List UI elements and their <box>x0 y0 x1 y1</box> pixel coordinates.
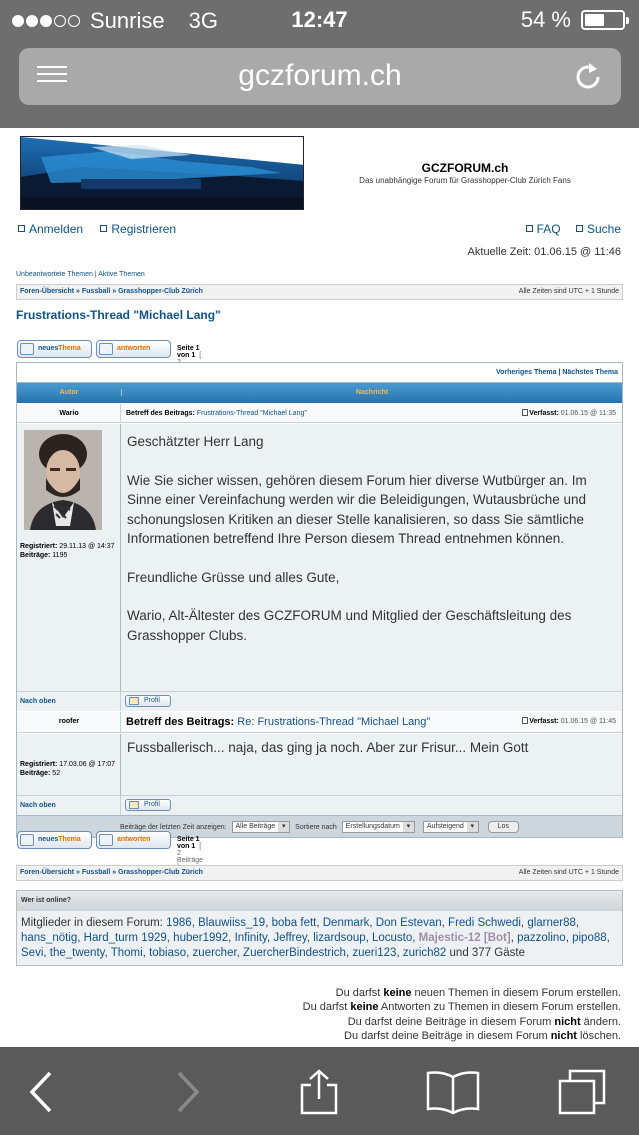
profile-button[interactable]: Profil <box>125 799 171 811</box>
new-topic-button[interactable]: neuesThema <box>17 831 92 849</box>
online-member[interactable]: Denmark <box>322 917 370 929</box>
permission-line: Du darfst deine Beiträge in diesem Forum nicht löschen. <box>344 1029 621 1042</box>
time-filter-select[interactable]: Alle Beiträge ▾ <box>232 821 291 833</box>
profile-icon <box>129 801 139 809</box>
breadcrumb-separator: » <box>112 869 117 876</box>
post-profile-column <box>17 734 121 795</box>
online-member[interactable]: boba fett <box>271 917 317 929</box>
site-description: Das unabhängige Forum für Grasshopper-Club Zürich Fans <box>359 176 571 185</box>
user-info: Registriert: 29.11.13 @ 14:37 Beiträge: 1195 <box>20 543 115 560</box>
back-icon[interactable] <box>20 1069 66 1115</box>
forum-permissions <box>303 986 621 1043</box>
reply-button[interactable]: antworten <box>96 831 171 849</box>
post-date: Verfasst: 01.06.15 @ 11:35 <box>522 409 616 417</box>
help-links <box>514 222 621 236</box>
post-paragraph: Wario, Alt-Ältester des GCZFORUM und Mitglied der Geschäftsleitung des Grasshopper Clubs. <box>127 608 572 643</box>
browser-top-chrome <box>0 0 639 128</box>
post-paragraph: Freundliche Grüsse und alles Gute, <box>127 569 340 585</box>
breadcrumb-separator: » <box>112 288 117 295</box>
message-column-header: Nachricht <box>121 389 622 396</box>
breadcrumb <box>20 869 203 876</box>
breadcrumb-forum-index[interactable]: Foren-Übersicht <box>20 288 75 295</box>
prev-next-topic-links[interactable]: Vorheriges Thema | Nächstes Thema <box>17 363 622 383</box>
online-member[interactable]: glarner88 <box>527 917 576 929</box>
network-type: 3G <box>188 8 218 33</box>
new-topic-button[interactable]: neuesThema <box>17 340 92 358</box>
breadcrumb-bar <box>16 865 623 881</box>
breadcrumb <box>20 288 203 295</box>
author-column-header: Autor <box>59 389 79 396</box>
tabs-icon[interactable] <box>557 1069 607 1115</box>
faq-link[interactable]: FAQ <box>526 222 561 236</box>
permission-line: Du darfst keine neuen Themen in diesem Forum erstellen. <box>335 987 621 999</box>
breadcrumb-bar <box>16 284 623 300</box>
post-author[interactable]: Wario <box>59 410 79 417</box>
post-content <box>121 424 622 646</box>
post-paragraph: Wie Sie sicher wissen, gehören diesem Forum hier diverse Wutbürger an. Im Sinne einer Vereinfachung werden wir die Beleidigungen, Wutausbrüche und schonungslosen Kritiken an dieser Stelle kanalisieren, so dass Sie sämtliche Informationen betreffend Ihre Person diesem Thread entnehmen können. <box>127 472 587 547</box>
online-member[interactable]: Fredi Schwedi <box>448 917 521 929</box>
online-member[interactable]: pipo88 <box>572 931 607 944</box>
login-link[interactable]: Anmelden <box>18 222 83 236</box>
post-subject: Betreff des Beitrags: Re: Frustrations-Thread "Michael Lang" <box>126 716 431 728</box>
profile-button[interactable]: Profil <box>125 695 171 707</box>
table-header <box>17 383 622 403</box>
status-bar <box>0 0 639 40</box>
online-member[interactable]: zuercher <box>192 946 237 959</box>
reply-icon <box>99 834 113 846</box>
online-member[interactable]: tobiaso <box>149 946 187 959</box>
post-table <box>16 362 623 838</box>
profile-icon <box>129 697 139 705</box>
active-topics-link[interactable]: Aktive Themen <box>98 271 145 278</box>
register-icon <box>100 225 107 232</box>
site-name: GCZFORUM.ch <box>421 161 509 175</box>
reply-icon <box>99 343 113 355</box>
clock: 12:47 <box>291 7 348 32</box>
breadcrumb-fussball[interactable]: Fussball <box>81 288 111 295</box>
post-author[interactable]: roofer <box>58 718 80 725</box>
online-member[interactable]: ZuercherBindestrich <box>243 946 346 959</box>
who-is-online <box>16 890 623 966</box>
who-is-online-title: Wer ist online? <box>17 891 622 911</box>
quick-links <box>16 271 145 278</box>
online-member[interactable]: huber1992 <box>173 931 229 944</box>
bookmarks-icon[interactable] <box>426 1069 480 1115</box>
online-member[interactable]: hans_nötig <box>21 931 78 944</box>
login-icon <box>18 225 25 232</box>
forward-icon[interactable] <box>163 1069 209 1115</box>
post-header <box>17 711 622 733</box>
search-icon <box>576 225 583 232</box>
reload-icon[interactable] <box>571 60 605 94</box>
online-member[interactable]: Don Estevan <box>375 917 442 929</box>
online-guests: und 377 Gäste <box>449 946 525 959</box>
register-link[interactable]: Registrieren <box>100 222 176 236</box>
carrier-name: Sunrise <box>90 8 165 33</box>
online-member[interactable]: Blauwiiss_19 <box>198 917 266 929</box>
permission-line: Du darfst deine Beiträge in diesem Forum nicht ändern. <box>347 1015 621 1028</box>
breadcrumb-gcz[interactable]: Grasshopper-Club Zürich <box>118 869 203 876</box>
unanswered-topics-link[interactable]: Unbeantwortete Themen <box>16 271 93 278</box>
share-icon[interactable] <box>296 1069 342 1115</box>
sort-label: Sortiere nach <box>295 823 337 831</box>
breadcrumb-separator: » <box>76 869 80 876</box>
page-info: Seite 1 von 1 [ <box>177 345 202 359</box>
back-to-top-link[interactable]: Nach oben <box>20 802 56 809</box>
online-member[interactable]: Jeffrey <box>273 931 307 944</box>
post-content <box>121 734 622 758</box>
time-filter-label: Beiträge der letzten Zeit anzeigen: <box>119 823 227 831</box>
online-member[interactable]: zurich82 <box>402 946 447 959</box>
post-date: Verfasst: 01.06.15 @ 11:45 <box>522 717 616 725</box>
online-member[interactable]: Infinity <box>234 931 267 944</box>
search-link[interactable]: Suche <box>576 222 621 236</box>
address-bar[interactable] <box>19 48 621 105</box>
online-member[interactable]: Hard_turm 1929 <box>83 931 167 944</box>
permission-line: Du darfst keine Antworten zu Themen in diesem Forum erstellen. <box>302 1001 621 1014</box>
url-text[interactable]: gczforum.ch <box>238 59 402 92</box>
topic-title[interactable]: Frustrations-Thread "Michael Lang" <box>16 308 221 322</box>
battery-percent: 54 % <box>520 7 571 32</box>
breadcrumb-separator: » <box>76 288 80 295</box>
forum-banner-image[interactable] <box>20 136 304 210</box>
post-paragraph: Geschätzter Herr Lang <box>127 434 264 449</box>
post-subject: Betreff des Beitrags: Frustrations-Thread "Michael Lang" <box>126 410 307 417</box>
reply-button[interactable]: antworten <box>96 340 171 358</box>
online-member[interactable]: Locusto <box>372 931 413 944</box>
avatar <box>24 430 102 530</box>
post-profile-column <box>17 424 121 691</box>
online-member[interactable]: the_twenty <box>49 946 105 959</box>
faq-icon <box>526 225 533 232</box>
breadcrumb-forum-index[interactable]: Foren-Übersicht <box>20 869 75 876</box>
battery-icon <box>581 10 625 30</box>
breadcrumb-fussball[interactable]: Fussball <box>81 869 111 876</box>
go-button[interactable]: Los <box>488 821 519 833</box>
timezone-note: Alle Zeiten sind UTC + 1 Stunde <box>518 288 619 295</box>
new-topic-icon <box>20 343 34 355</box>
online-intro: Mitglieder in diesem Forum: <box>21 917 163 929</box>
breadcrumb-gcz[interactable]: Grasshopper-Club Zürich <box>118 288 203 295</box>
back-to-top-link[interactable]: Nach oben <box>20 698 56 705</box>
post-header <box>17 403 622 423</box>
online-member[interactable]: Thomi <box>110 946 143 959</box>
post-body-row <box>17 733 622 795</box>
sort-key-select[interactable]: Erstellungsdatum ▾ <box>342 821 415 833</box>
current-time: Aktuelle Zeit: 01.06.15 @ 11:46 <box>467 246 621 258</box>
sort-order-select[interactable]: Aufsteigend ▾ <box>423 821 479 833</box>
user-links <box>18 222 190 236</box>
post-icon <box>522 409 528 416</box>
online-member[interactable]: 1986 <box>166 917 192 929</box>
web-page <box>0 128 639 1047</box>
online-member[interactable]: pazzolino <box>517 931 566 944</box>
online-members-list: Mitglieder in diesem Forum: 1986, Blauwiiss_19, boba fett, Denmark, Don Estevan, Fredi Schwedi, glarner88, hans_nötig, Hard_turm 1929, huber1992, Infinity, Jeffrey, lizardsoup, Locusto, Majestic-12 [Bot], pazzolino, pipo88, Sevi, the_twenty, Thomi, tobiaso, zuercher, ZuercherBindestrich, zueri123, zurich82 und 377 Gäste <box>21 917 610 959</box>
link-separator: | <box>94 271 97 278</box>
online-member[interactable]: Sevi <box>21 946 44 959</box>
online-member[interactable]: lizardsoup <box>313 931 366 944</box>
post-body-row <box>17 423 622 691</box>
browser-toolbar <box>0 1047 639 1135</box>
online-bot[interactable]: Majestic-12 [Bot] <box>418 931 511 944</box>
post-icon <box>522 717 528 724</box>
new-topic-icon <box>20 834 34 846</box>
post-paragraph: Fussballerisch... naja, das ging ja noch. Aber zur Frisur... Mein Gott <box>127 740 529 755</box>
timezone-note: Alle Zeiten sind UTC + 1 Stunde <box>518 869 619 876</box>
page-info: Seite 1 von 1 [ 2 Beiträge <box>177 836 204 864</box>
post-footer <box>17 795 622 815</box>
user-info: Registriert: 17.03.06 @ 17:07 Beiträge: 52 <box>20 761 116 778</box>
post-footer <box>17 691 622 711</box>
online-member[interactable]: zueri123 <box>352 946 397 959</box>
